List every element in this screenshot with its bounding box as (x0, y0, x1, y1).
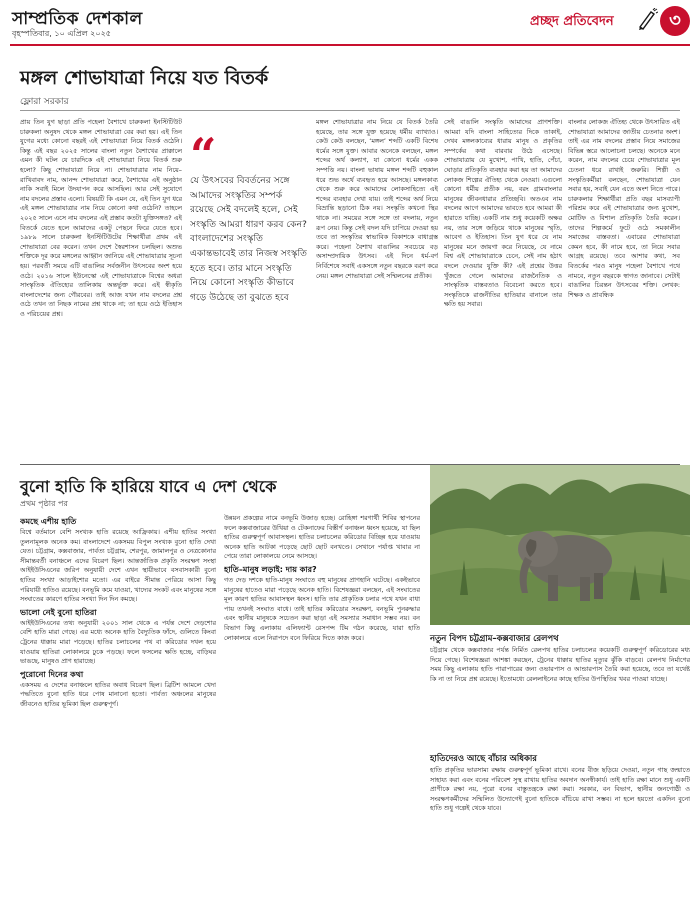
paragraph: আইইউসিএনের তথ্য অনুযায়ী ২০০১ সাল থেকে এ পর্যন্ত দেশে দেড়শোর বেশি হাতি মারা গেছে। এর মধ্যে অনেক হাতি বৈদ্যুতিক ফাঁদে, গুলিতে কিংবা ট্রেনের ধাক্কায় মারা পড়েছে। হাতির চলাচলের পথ বা করিডোর দখল হয়ে যাওয়ায় হাতিরা লোকালয়ে ঢুকে পড়ছে। ফলে ফসলের ক্ষতি হচ্ছে, বাড়িঘর ভাঙছে, মানুষও প্রাণ হারাচ্ছে। (20, 618, 216, 666)
article1-column-4: সেই বাঙালি সংস্কৃতি আমাদের প্রাণশক্তি। আমরা যদি বাংলা সাহিত্যের দিকে তাকাই, দেখব মঙ্গলকাব্যের ধারায় মানুষ ও প্রকৃতির সম্পর্কের কথা বারবার উঠে এসেছে। শোভাযাত্রায় যে মুখোশ, পাখি, হাতি, পেঁচা, ঘোড়ার প্রতিকৃতি ব্যবহার করা হয় তা আমাদের লোকজ শিল্পের ঐতিহ্য থেকে নেওয়া। এগুলো কোনো ধর্মীয় প্রতীক নয়, বরং গ্রামবাংলার মানুষের জীবনধারার প্রতিচ্ছবি। অতএব নাম বদলের আগে আমাদের ভাবতে হবে আমরা কী হারাতে যাচ্ছি। একটি নাম শুধু কয়েকটি অক্ষর নয়, তার সঙ্গে জড়িয়ে থাকে মানুষের স্মৃতি, আবেগ ও ইতিহাস। তিন যুগ ধরে যে নাম মানুষের মনে জায়গা করে নিয়েছে, যে নামে বিশ্ব এই শোভাযাত্রাকে চেনে, সেই নাম হঠাৎ বদলে দেওয়ার যুক্তি কী? এই প্রশ্নের উত্তর খুঁজতে গেলে আমাদের রাজনৈতিক ও সাংস্কৃতিক বাস্তবতাও বিবেচনা করতে হবে। সংস্কৃতিকে রাজনীতির হাতিয়ার বানালে তার ক্ষতি হয় সবার। (444, 118, 562, 309)
paragraph: গত দেড় দশকে হাতি-মানুষ সংঘাতে বহু মানুষের প্রাণহানি ঘটেছে। একইভাবে মানুষের হাতেও মারা পড়েছে অনেক হাতি। বিশেষজ্ঞরা বলছেন, এই সংঘাতের মূল কারণ হাতির আবাসস্থল ধ্বংস। হাতি তার প্রাকৃতিক চলার পথে যখন বাধা পায় তখনই সংঘাত বাধে। তাই হাতির করিডোর সংরক্ষণ, বনভূমি পুনরুদ্ধার এবং স্থানীয় মানুষকে সচেতন করা ছাড়া এই সমস্যার সমাধান সম্ভব নয়। বন বিভাগ কিছু এলাকায় এলিফ্যান্ট রেসপন্স টিম গঠন করেছে, যারা হাতি লোকালয়ে এলে নিরাপদে বনে ফিরিয়ে দিতে কাজ করে। (224, 575, 420, 642)
divider (20, 110, 680, 111)
article1-column-1: প্রায় তিন যুগ ছাড়া প্রতি পহেলা বৈশাখে চারুকলা ইনস্টিটিউট চারুকলা অনুষদ থেকে মঙ্গল শোভাযাত্রা বের করা হয়। এই তিন যুগের মধ্যে কোনো বছরই এই শোভাযাত্রা নিয়ে বিতর্ক ওঠেনি। কিন্তু এই বছর ২০২৫ সালের বাংলা নতুন বৈশাখের প্রাক্কালে এমন কী ঘটল যে চারদিকে এই শোভাযাত্রা নিয়ে বিতর্ক শুরু হলো? কিছু শোভাযাত্রা নিয়ে না। শোভাযাত্রার নাম নিয়ে–রাখিবাবদ নাম, আনন্দ শোভাযাত্রা করে, বৈশাখের এই অনুষ্ঠান নাকি সবাই মিলে উদযাপন করে আসছিল। আর সেই সুযোগে নাম বদলের প্রস্তাব এলো। বিষয়টি কি এমন যে, এই তিন যুগ ধরে এই মঙ্গল শোভাযাত্রার নাম নিয়ে কোনো কথা ওঠেনি? তাহলে ২০২৫ সালে এসে নাম বদলের এই প্রস্তাব কতটা যুক্তিসঙ্গত? এই বিতর্কে যেতে হলে আমাদের একটু পেছনে ফিরে যেতে হবে। ১৯৮৯ সালে চারুকলা ইনস্টিটিউটের শিক্ষার্থীরা প্রথম এই শোভাযাত্রা বের করেন। তখন দেশে স্বৈরশাসন চলছিল। অশুভ শক্তিকে দূর করে মঙ্গলের আহ্বান জানিয়ে এই শোভাযাত্রার সূচনা হয়। পরবর্তী সময়ে এটি বাঙালির সর্বজনীন উৎসবের অংশ হয়ে ওঠে। ২০১৬ সালে ইউনেস্কো এই শোভাযাত্রাকে বিশ্বের অধরা সাংস্কৃতিক ঐতিহ্যের তালিকায় অন্তর্ভুক্ত করে। এই স্বীকৃতি বাংলাদেশের জন্য গৌরবের। তাই আজ যখন নাম বদলের প্রশ্ন ওঠে তখন তা নিছক নামের প্রশ্ন থাকে না; তা হয়ে ওঠে ইতিহাস ও পরিচয়ের প্রশ্ন। (20, 118, 182, 318)
article2-headline: বুনো হাতি কি হারিয়ে যাবে এ দেশ থেকে (20, 477, 277, 496)
pen-icon (636, 8, 658, 30)
subheading: পুরোনো দিনের কথা (20, 669, 84, 679)
sidebar-text: হাতি প্রকৃতির ভারসাম্য রক্ষায় গুরুত্বপূর্ণ ভূমিকা রাখে। বনের বীজ ছড়িয়ে দেওয়া, নতুন গাছ জন্মাতে সাহায্য করা এবং বনের পরিবেশ সুস্থ রাখায় হাতির অবদান অনস্বীকার্য। তাই হাতি রক্ষা মানে শুধু একটি প্রাণীকে রক্ষা নয়, পুরো বনের বাস্তুতন্ত্রকে রক্ষা করা। সরকার, বন বিভাগ, স্থানীয় জনগোষ্ঠী ও সংরক্ষণকর্মীদের সম্মিলিত উদ্যোগেই বুনো হাতিকে বাঁচিয়ে রাখা সম্ভব। না হলে হয়তো একদিন বুনো হাতি শুধু গল্পেই থেকে যাবে। (430, 766, 690, 813)
masthead (10, 6, 690, 44)
article1-column-5: বাংলার লোকজ ঐতিহ্য থেকে উৎসারিত এই শোভাযাত্রা আমাদের জাতীয় চেতনার অংশ। তাই এর নাম বদলের প্রস্তাব নিয়ে সমাজের বিভিন্ন স্তরে আলোচনা চলছে। অনেকে মনে করেন, নাম বদলের চেয়ে শোভাযাত্রার মূল চেতনা ধরে রাখাই জরুরি। শিল্পী ও সংস্কৃতিকর্মীরা বলছেন, শোভাযাত্রা যেন সবার হয়, সবাই যেন এতে অংশ নিতে পারে। চারুকলার শিক্ষার্থীরা প্রতি বছর মাসব্যাপী পরিশ্রম করে এই শোভাযাত্রার জন্য মুখোশ, মোটিফ ও বিশাল প্রতিকৃতি তৈরি করেন। তাদের শিল্পকর্মে ফুটে ওঠে সমকালীন সমাজের বাস্তবতা। এবারের শোভাযাত্রা কেমন হবে, কী নামে হবে, তা নিয়ে সবার আগ্রহ রয়েছে। তবে আশার কথা, সব বিতর্কের পরও মানুষ পহেলা বৈশাখে পথে নামবে, নতুন বছরকে স্বাগত জানাবে। সেটাই বাঙালির চিরন্তন উৎসবের শক্তি। লেখক: শিক্ষক ও প্রাবন্ধিক (568, 118, 680, 299)
section-title: প্রচ্ছদ প্রতিবেদন (530, 14, 614, 29)
elephant-icon (430, 465, 690, 625)
issue-date: বৃহস্পতিবার, ১০ এপ্রিল ২০২৫ (12, 29, 111, 38)
sidebar-heading: হাতিদেরও আছে বাঁচার অধিকার (430, 753, 537, 763)
pull-quote-text: যে উৎসবের বিবর্তনের সঙ্গে আমাদের সংস্কৃতির সম্পর্ক রয়েছে সেই বদলেই হলে, সেই সংস্কৃতি আমরা ধারণ করব কেন? বাংলাদেশের সংস্কৃতি একান্তভাবেই তার নিজস্ব সংস্কৃতি হতে হবে। তার মানে সংস্কৃতি নিয়ে কোনো সংস্কৃতি কীভাবে গড়ে উঠেছে তা বুঝতে হবে (190, 175, 307, 303)
article2-column-2 (224, 514, 420, 904)
paragraph: উন্নয়ন প্রকল্পের নামে বনভূমি উজাড় হচ্ছে। রোহিঙ্গা শরণার্থী শিবির স্থাপনের ফলে কক্সবাজারের উখিয়া ও টেকনাফের বিস্তীর্ণ বনাঞ্চল ধ্বংস হয়েছে, যা ছিল হাতির গুরুত্বপূর্ণ আবাসস্থল। হাতির চলাচলের করিডোর বিচ্ছিন্ন হয়ে যাওয়ায় অনেক হাতি আটকা পড়েছে ছোট ছোট বনখণ্ডে। সেখানে পর্যাপ্ত খাবার না পেয়ে তারা লোকালয়ে নেমে আসছে। (224, 514, 420, 561)
article2-column-1 (20, 514, 216, 904)
elephant-photo (430, 465, 690, 625)
newspaper-title: সাম্প্রতিক দেশকাল (12, 9, 143, 29)
article1-column-3: মঙ্গল শোভাযাত্রার নাম নিয়ে যে বিতর্ক তৈরি হয়েছে, তার সঙ্গে যুক্ত হয়েছে ধর্মীয় ব্যাখ্যাও। কেউ কেউ বলছেন, ‘মঙ্গল’ শব্দটি একটি বিশেষ ধর্মের সঙ্গে যুক্ত। আবার অনেকে বলছেন, মঙ্গল শব্দের অর্থ কল্যাণ, যা কোনো ধর্মের একক সম্পত্তি নয়। বাংলা ভাষায় মঙ্গল শব্দটি বহুকাল ধরে শুভ অর্থে ব্যবহৃত হয়ে আসছে। মঙ্গলকাব্য থেকে শুরু করে আমাদের লোকসাহিত্যে এই শব্দের ব্যবহার দেখা যায়। তাই শব্দের অর্থ নিয়ে বিভ্রান্তি ছড়ানো ঠিক নয়। সংস্কৃতি কখনো স্থির থাকে না। সময়ের সঙ্গে সঙ্গে তা বদলায়, নতুন রূপ নেয়। কিন্তু সেই বদল যদি চাপিয়ে দেওয়া হয় তবে তা সংস্কৃতির স্বাভাবিক বিকাশকে বাধাগ্রস্ত করে। পহেলা বৈশাখ বাঙালির সবচেয়ে বড় অসাম্প্রদায়িক উৎসব। এই দিনে ধর্ম-বর্ণ নির্বিশেষে সবাই একসঙ্গে নতুন বছরকে বরণ করে নেয়। মঙ্গল শোভাযাত্রা সেই সম্মিলনের প্রতীক। (316, 118, 438, 280)
subheading: হাতি–মানুষ লড়াই: দায় কার? (224, 564, 317, 574)
pull-quote (190, 136, 308, 436)
subheading: কমছে এশীয় হাতি (20, 517, 77, 526)
photo-caption-text: চট্টগ্রাম থেকে কক্সবাজার পর্যন্ত নির্মিত রেলপথ হাতির চলাচলের কয়েকটি গুরুত্বপূর্ণ করিডোরের মধ্য দিয়ে গেছে। বিশেষজ্ঞরা আশঙ্কা করছেন, ট্রেনের ধাক্কায় হাতির মৃত্যুর ঝুঁকি বাড়বে। রেলপথ নির্মাণের সময় কিছু এলাকায় হাতি পারাপারের জন্য ওভারপাস ও আন্ডারপাস তৈরি করা হয়েছে, তবে তা যথেষ্ট কি না তা নিয়ে প্রশ্ন রয়েছে। ইতোমধ্যে রেললাইনের কাছে হাতির উপস্থিতির খবর পাওয়া যাচ্ছে। (430, 646, 690, 683)
subheading: ভালো নেই বুনো হাতিরা (20, 607, 97, 617)
paragraph: একসময় এ দেশের বনাঞ্চলে হাতির অবাধ বিচরণ ছিল। ব্রিটিশ আমলে খেদা পদ্ধতিতে বুনো হাতি ধরে পোষ মানানো হতো। পার্বত্য অঞ্চলের মানুষের জীবনেও হাতির ভূমিকা ছিল গুরুত্বপূর্ণ। (20, 680, 216, 708)
quote-mark-icon: “ (190, 136, 217, 182)
paragraph: বিশ্বে বর্তমানে বেশি সংখ্যক হাতি রয়েছে আফ্রিকায়। এশীয় হাতির সংখ্যা তুলনামূলক অনেক কম। বাংলাদেশে একসময় বিপুল সংখ্যক বুনো হাতি দেখা যেত। চট্টগ্রাম, কক্সবাজার, পার্বত্য চট্টগ্রাম, শেরপুর, জামালপুর ও নেত্রকোনার সীমান্তবর্তী বনাঞ্চলে এদের বিচরণ ছিল। আন্তর্জাতিক প্রকৃতি সংরক্ষণ সংস্থা আইইউসিএনের জরিপ অনুযায়ী দেশে এখন স্থায়ীভাবে বসবাসকারী বুনো হাতির সংখ্যা আড়াইশোর মতো। এর বাইরে সীমান্ত পেরিয়ে আসা কিছু পরিযায়ী হাতিও রয়েছে। বনভূমি কমে যাওয়া, খাদ্যের সংকট এবং মানুষের সঙ্গে সংঘাতের কারণে হাতির সংখ্যা দিন দিন কমছে। (20, 528, 216, 604)
article1-headline: মঙ্গল শোভাযাত্রা নিয়ে যত বিতর্ক (20, 67, 269, 89)
page-number: ৩ (660, 6, 690, 36)
article2-byline: প্রথম পৃষ্ঠার পর (20, 499, 68, 508)
masthead-rule (10, 44, 690, 46)
photo-caption-heading: নতুন বিপদ চট্টগ্রাম–কক্সবাজার রেলপথ (430, 633, 559, 643)
article1-byline: ফ্লোরা সরকার (20, 97, 69, 107)
